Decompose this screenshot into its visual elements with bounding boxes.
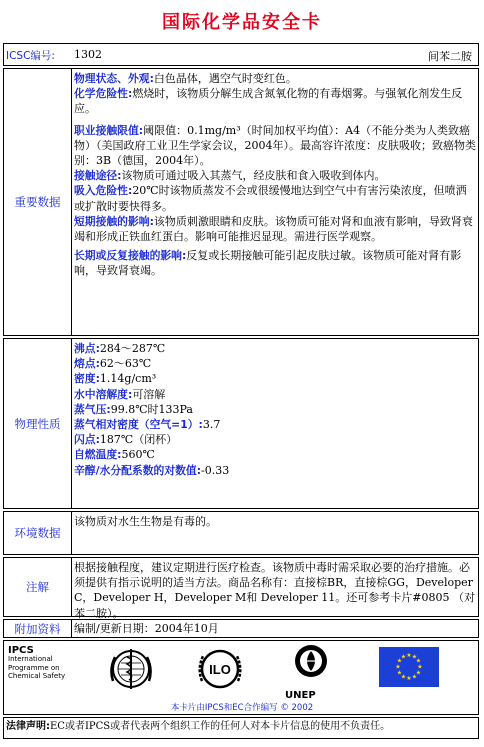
item-text: 该物质刺激眼睛和皮肤。该物质可能对肾和血液有影响，导致肾衰竭和形成正铁血红蛋白。影响可能推迟显现。需进行医学观察。 — [74, 214, 473, 244]
icsc-row — [3, 43, 479, 66]
svg-text:★: ★ — [417, 663, 423, 671]
notes-label: 注解 — [4, 558, 72, 616]
additional-section — [3, 619, 479, 638]
physical-properties-content — [74, 341, 476, 478]
prop-heading: 蒸气相对密度（空气=1）: — [74, 418, 203, 432]
physical-properties-label: 物理性质 — [4, 339, 72, 508]
svg-text:★: ★ — [406, 652, 412, 659]
melting-point — [74, 356, 476, 371]
card-title: 国际化学品安全卡 — [162, 12, 322, 33]
prop-heading: 沸点: — [74, 342, 100, 355]
svg-text:★: ★ — [400, 653, 407, 661]
exposure-routes-paragraph — [74, 168, 476, 183]
prop-heading: 自燃温度: — [74, 448, 122, 462]
item-text: 20℃时该物质蒸发不会或很缓慢地达到空气中有害污染浓度，但喷洒或扩散时要快得多。 — [74, 184, 467, 213]
ipcs-logo-text — [8, 647, 65, 680]
svg-text:★: ★ — [411, 653, 418, 661]
svg-text:★: ★ — [396, 657, 403, 665]
important-data-label: 重要数据 — [4, 69, 72, 335]
autoignition-temperature — [74, 447, 476, 462]
prop-value: 可溶解 — [132, 387, 166, 401]
prop-value: 3.7 — [202, 418, 221, 432]
logo-footer-text: 本卡片由IPCS和EC合作编写 © 2002 — [170, 703, 314, 713]
prop-heading: 密度: — [74, 372, 100, 386]
important-data-section — [3, 68, 479, 336]
legal-label: 法律声明: — [6, 721, 50, 732]
logo-section — [3, 640, 479, 715]
vapour-density — [74, 417, 476, 432]
svg-text:★: ★ — [406, 675, 412, 682]
svg-text:★: ★ — [396, 669, 403, 677]
ipcs-line: International — [8, 655, 53, 664]
svg-text:★: ★ — [395, 663, 401, 671]
item-heading: 吸入危险性: — [74, 184, 133, 198]
item-text: 白色晶体，遇空气时变红色。 — [153, 72, 297, 85]
legal-notice-row — [3, 717, 479, 739]
item-heading: 接触途径: — [74, 169, 122, 183]
unep-label: UNEP — [285, 690, 316, 701]
prop-heading: 闪点: — [74, 433, 100, 447]
item-heading: 长期或反复接触的影响: — [74, 249, 187, 263]
ipcs-line: Programme on — [8, 663, 60, 672]
octanol-water-coefficient — [74, 463, 476, 478]
prop-value: -0.33 — [201, 463, 230, 477]
ilo-logo — [194, 643, 246, 695]
flash-point — [74, 432, 476, 447]
physical-properties-section — [3, 338, 479, 509]
exposure-limits-paragraph — [74, 123, 476, 169]
item-heading: 短期接触的影响: — [74, 214, 154, 228]
svg-text:★: ★ — [411, 673, 418, 681]
svg-text:ILO: ILO — [209, 662, 231, 677]
ipcs-acronym: IPCS — [8, 645, 34, 656]
water-solubility — [74, 387, 476, 402]
eu-flag-logo — [379, 647, 439, 687]
item-heading: 职业接触限值: — [74, 123, 144, 137]
long-term-effects-paragraph — [74, 248, 476, 278]
prop-value: 1.14g/cm³ — [99, 372, 157, 386]
prop-value: 187℃（闭杯） — [99, 433, 178, 447]
who-logo — [105, 643, 157, 695]
prop-value: 284～287℃ — [99, 342, 166, 355]
item-heading: 物理状态、外观: — [74, 72, 154, 85]
prop-heading: 辛醇/水分配系数的对数值: — [74, 463, 202, 477]
icsc-number: 1302 — [74, 48, 102, 61]
boiling-point — [74, 341, 476, 356]
item-text: 燃烧时，该物质分解生成含氮氧化物的有毒烟雾。与强氧化剂发生反应。 — [74, 87, 463, 116]
legal-text: EC或者IPCS或者代表两个组织工作的任何人对本卡片信息的使用不负责任。 — [50, 721, 391, 732]
notes-section — [3, 557, 479, 620]
svg-text:★: ★ — [415, 657, 422, 665]
short-term-effects-paragraph — [74, 214, 476, 244]
ipcs-line: Chemical Safety — [8, 671, 66, 680]
item-heading: 化学危险性: — [74, 87, 133, 101]
environment-text: 该物质对水生生物是有毒的。 — [74, 515, 217, 528]
prop-heading: 熔点: — [74, 357, 100, 371]
additional-text: 编制/更新日期：2004年10月 — [74, 622, 219, 635]
environment-section — [3, 511, 479, 555]
prop-heading: 水中溶解度: — [74, 387, 133, 401]
icsc-label: ICSC编号: — [6, 50, 55, 62]
svg-text:★: ★ — [400, 673, 407, 681]
notes-text: 根据接触程度，建议定期进行医疗检查。该物质中毒时需采取必要的治疗措施。必须提供有指示说明的适当方法。商品名称有：直接棕BR，直接棕GG，Developer C，Developer H，Developer M和 Developer 11。还可参考卡片#0805 （对苯二胺）。 — [74, 561, 475, 620]
item-text: 阈限值：0.1mg/m³（时间加权平均值）：A4（不能分类为人类致癌物）（美国政府工业卫生学家会议，2004年）。最高容许浓度：皮肤吸收；致癌物类别：3B（德国，2004年）。 — [74, 123, 476, 168]
chemical-hazard-paragraph — [74, 86, 476, 116]
item-text: 反复或长期接触可能引起皮肤过敏。该物质可能对肾有影响，导致肾衰竭。 — [74, 249, 462, 278]
state-appearance-paragraph — [74, 71, 476, 86]
unep-logo — [289, 643, 333, 691]
environment-label: 环境数据 — [4, 512, 72, 554]
item-text: 该物质可通过吸入其蒸气，经皮肤和食入吸收到体内。 — [121, 169, 386, 183]
additional-label: 附加资料 — [4, 620, 72, 637]
density — [74, 371, 476, 386]
vapour-pressure — [74, 402, 476, 417]
prop-value: 62～63℃ — [99, 357, 152, 371]
prop-value: 99.8℃时133Pa — [110, 402, 193, 416]
chemical-name: 间苯二胺 — [428, 50, 472, 63]
svg-text:★: ★ — [415, 669, 422, 677]
prop-heading: 蒸气压: — [74, 402, 111, 416]
inhalation-risk-paragraph — [74, 183, 476, 213]
important-data-content — [74, 71, 476, 279]
prop-value: 560℃ — [121, 448, 155, 462]
